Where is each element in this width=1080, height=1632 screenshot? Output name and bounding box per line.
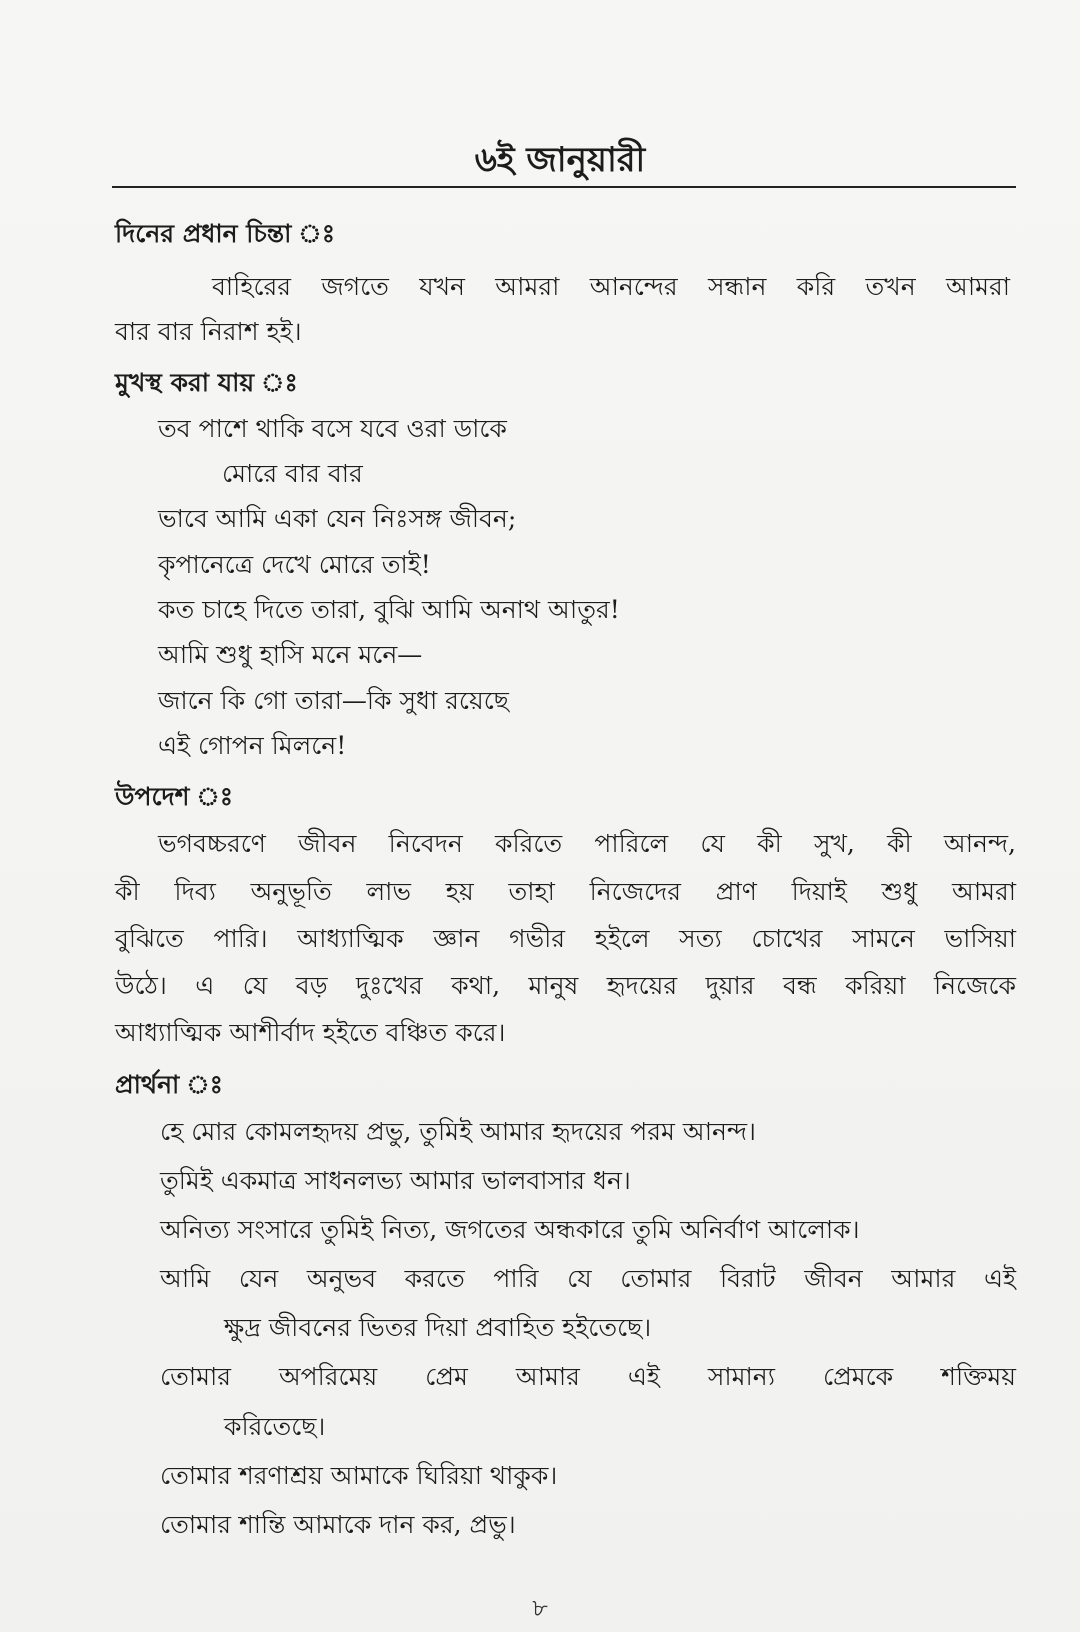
poem-line: আমি শুধু হাসি মনে মনে—: [158, 640, 423, 670]
prayer-line: তোমার শরণাশ্রয় আমাকে ঘিরিয়া থাকুক।: [160, 1460, 558, 1490]
prayer-line: করিতেছে।: [224, 1411, 326, 1441]
prayer-line: হে মোর কোমলহৃদয় প্রভু, তুমিই আমার হৃদয়ের পরম আনন্দ।: [160, 1116, 756, 1146]
advice-line: কী দিব্য অনুভূতি লাভ হয় তাহা নিজেদের প্রাণ দিয়াই শুধু আমরা: [115, 876, 1016, 906]
advice-heading: উপদেশ ঃ: [115, 782, 234, 812]
main-thought-line: বার বার নিরাশ হই।: [115, 317, 302, 347]
page-number: ৮: [532, 1594, 548, 1622]
memorize-heading: মুখস্থ করা যায় ঃ: [115, 368, 298, 398]
poem-line: ভাবে আমি একা যেন নিঃসঙ্গ জীবন;: [158, 504, 517, 534]
main-thought-heading: দিনের প্রধান চিন্তা ঃ: [115, 219, 336, 248]
prayer-line: তুমিই একমাত্র সাধনলভ্য আমার ভালবাসার ধন।: [160, 1165, 631, 1195]
poem-line: কৃপানেত্রে দেখে মোরে তাই!: [158, 549, 431, 579]
page-title: ৬ই জানুয়ারী: [474, 140, 646, 180]
prayer-line: আমি যেন অনুভব করতে পারি যে তোমার বিরাট জীবন আমার এই: [160, 1264, 1016, 1294]
poem-line: জানে কি গো তারা—কি সুধা রয়েছে: [158, 685, 509, 715]
advice-line: বুঝিতে পারি। আধ্যাত্মিক জ্ঞান গভীর হইলে সত্য চোখের সামনে ভাসিয়া: [115, 923, 1016, 953]
poem-line: তব পাশে থাকি বসে যবে ওরা ডাকে: [158, 413, 507, 443]
poem-line: মোরে বার বার: [222, 459, 363, 489]
prayer-line: ক্ষুদ্র জীবনের ভিতর দিয়া প্রবাহিত হইতেছে।: [224, 1313, 652, 1343]
advice-line: উঠে। এ যে বড় দুঃখের কথা, মানুষ হৃদয়ের দুয়ার বন্ধ করিয়া নিজেকে: [115, 971, 1016, 1001]
advice-line: আধ্যাত্মিক আশীর্বাদ হইতে বঞ্চিত করে।: [115, 1018, 506, 1048]
prayer-heading: প্রার্থনা ঃ: [115, 1069, 223, 1099]
prayer-line: তোমার শান্তি আমাকে দান কর, প্রভু।: [160, 1509, 516, 1539]
title-rule: [112, 186, 1016, 188]
poem-line: কত চাহে দিতে তারা, বুঝি আমি অনাথ আতুর!: [158, 595, 620, 625]
prayer-line: অনিত্য সংসারে তুমিই নিত্য, জগতের অন্ধকারে তুমি অনির্বাণ আলোক।: [160, 1215, 860, 1245]
main-thought-line: বাহিরের জগতে যখন আমরা আনন্দের সন্ধান করি তখন আমরা: [212, 271, 1010, 301]
advice-line: ভগবচ্চরণে জীবন নিবেদন করিতে পারিলে যে কী সুখ, কী আনন্দ,: [158, 829, 1016, 859]
poem-line: এই গোপন মিলনে!: [158, 731, 347, 761]
prayer-line: তোমার অপরিমেয় প্রেম আমার এই সামান্য প্রেমকে শক্তিময়: [160, 1362, 1016, 1392]
